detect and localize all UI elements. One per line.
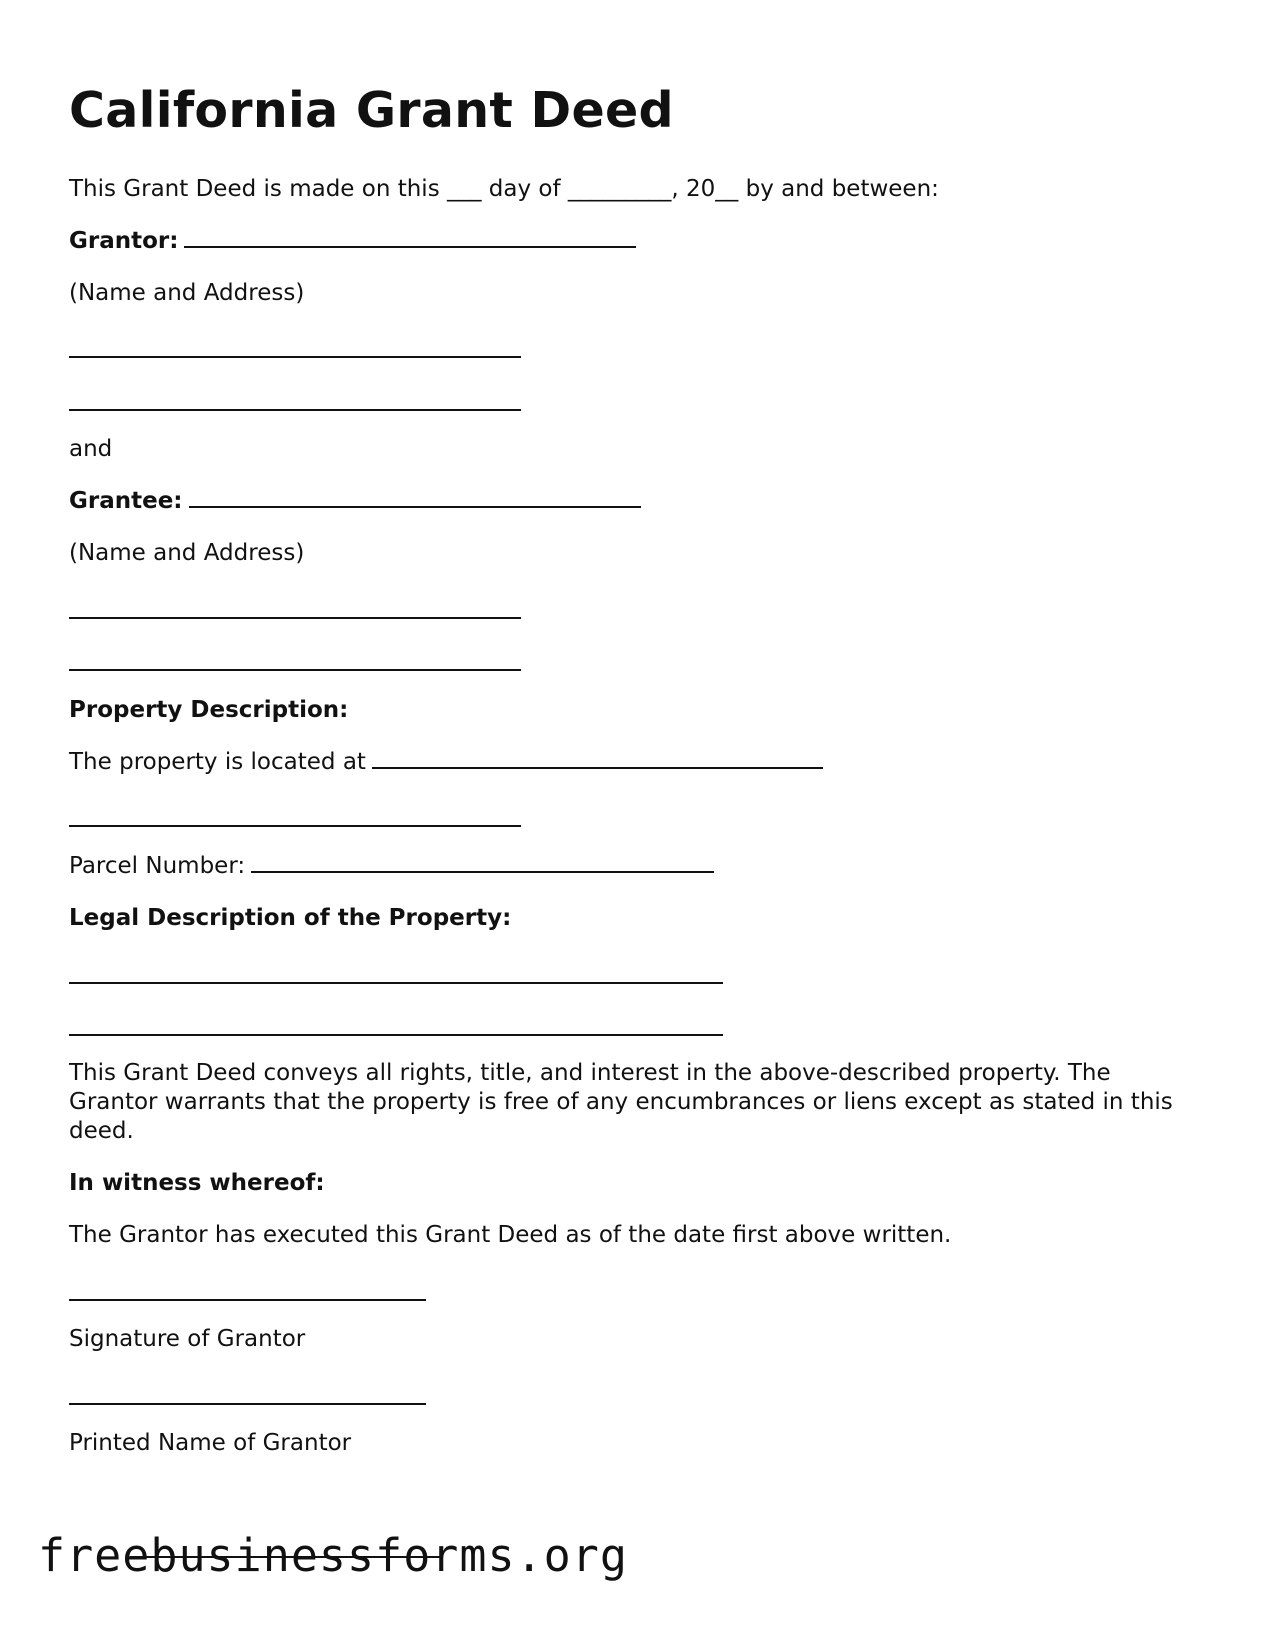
property-heading-text: Property Description:	[69, 697, 349, 723]
parcel-line	[69, 855, 714, 878]
grantor-label: Grantor:	[69, 228, 179, 254]
printed-name-blank[interactable]	[69, 1403, 426, 1405]
legal-heading-text: Legal Description of the Property:	[69, 905, 512, 931]
printed-name-label: Printed Name of Grantor	[69, 1430, 352, 1456]
grantee-address-blank-1[interactable]	[69, 617, 521, 619]
grantor-address-blank-2[interactable]	[69, 409, 521, 411]
grantee-note: (Name and Address)	[69, 540, 305, 566]
watermark-strike-line	[130, 1556, 440, 1558]
grantor-address-blank-1[interactable]	[69, 356, 521, 358]
parcel-label: Parcel Number:	[69, 853, 246, 879]
property-heading	[69, 699, 348, 722]
signature-label: Signature of Grantor	[69, 1326, 306, 1352]
parcel-blank[interactable]	[251, 871, 714, 873]
intro-line: This Grant Deed is made on this ___ day of _________, 20__ by and between:	[69, 176, 939, 202]
grantee-address-blank-2[interactable]	[69, 669, 521, 671]
grantee-line	[69, 490, 641, 513]
witness-heading	[69, 1172, 325, 1195]
grantor-line	[69, 230, 636, 253]
and-text: and	[69, 436, 113, 462]
property-location-label: The property is located at	[69, 749, 366, 775]
witness-statement: The Grantor has executed this Grant Deed as of the date first above written.	[69, 1222, 952, 1248]
witness-heading-text: In witness whereof:	[69, 1170, 325, 1196]
legal-description-blank-2[interactable]	[69, 1034, 723, 1036]
grantor-blank[interactable]	[184, 246, 636, 248]
property-location-blank[interactable]	[372, 767, 823, 769]
property-location-line	[69, 751, 823, 774]
grantee-label: Grantee:	[69, 488, 183, 514]
signature-blank[interactable]	[69, 1299, 426, 1301]
legal-description-blank-1[interactable]	[69, 982, 723, 984]
watermark-text: freebusinessforms.org	[38, 1529, 628, 1582]
grantee-blank[interactable]	[189, 506, 641, 508]
conveyance-paragraph: This Grant Deed conveys all rights, title, and interest in the above-described property. The Grantor warrants that the property is free of any encumbrances or liens except as stated in this deed.	[69, 1060, 1173, 1144]
document-title: California Grant Deed	[69, 82, 674, 139]
grantor-note: (Name and Address)	[69, 280, 305, 306]
legal-heading	[69, 907, 511, 930]
property-location-blank-2[interactable]	[69, 825, 521, 827]
